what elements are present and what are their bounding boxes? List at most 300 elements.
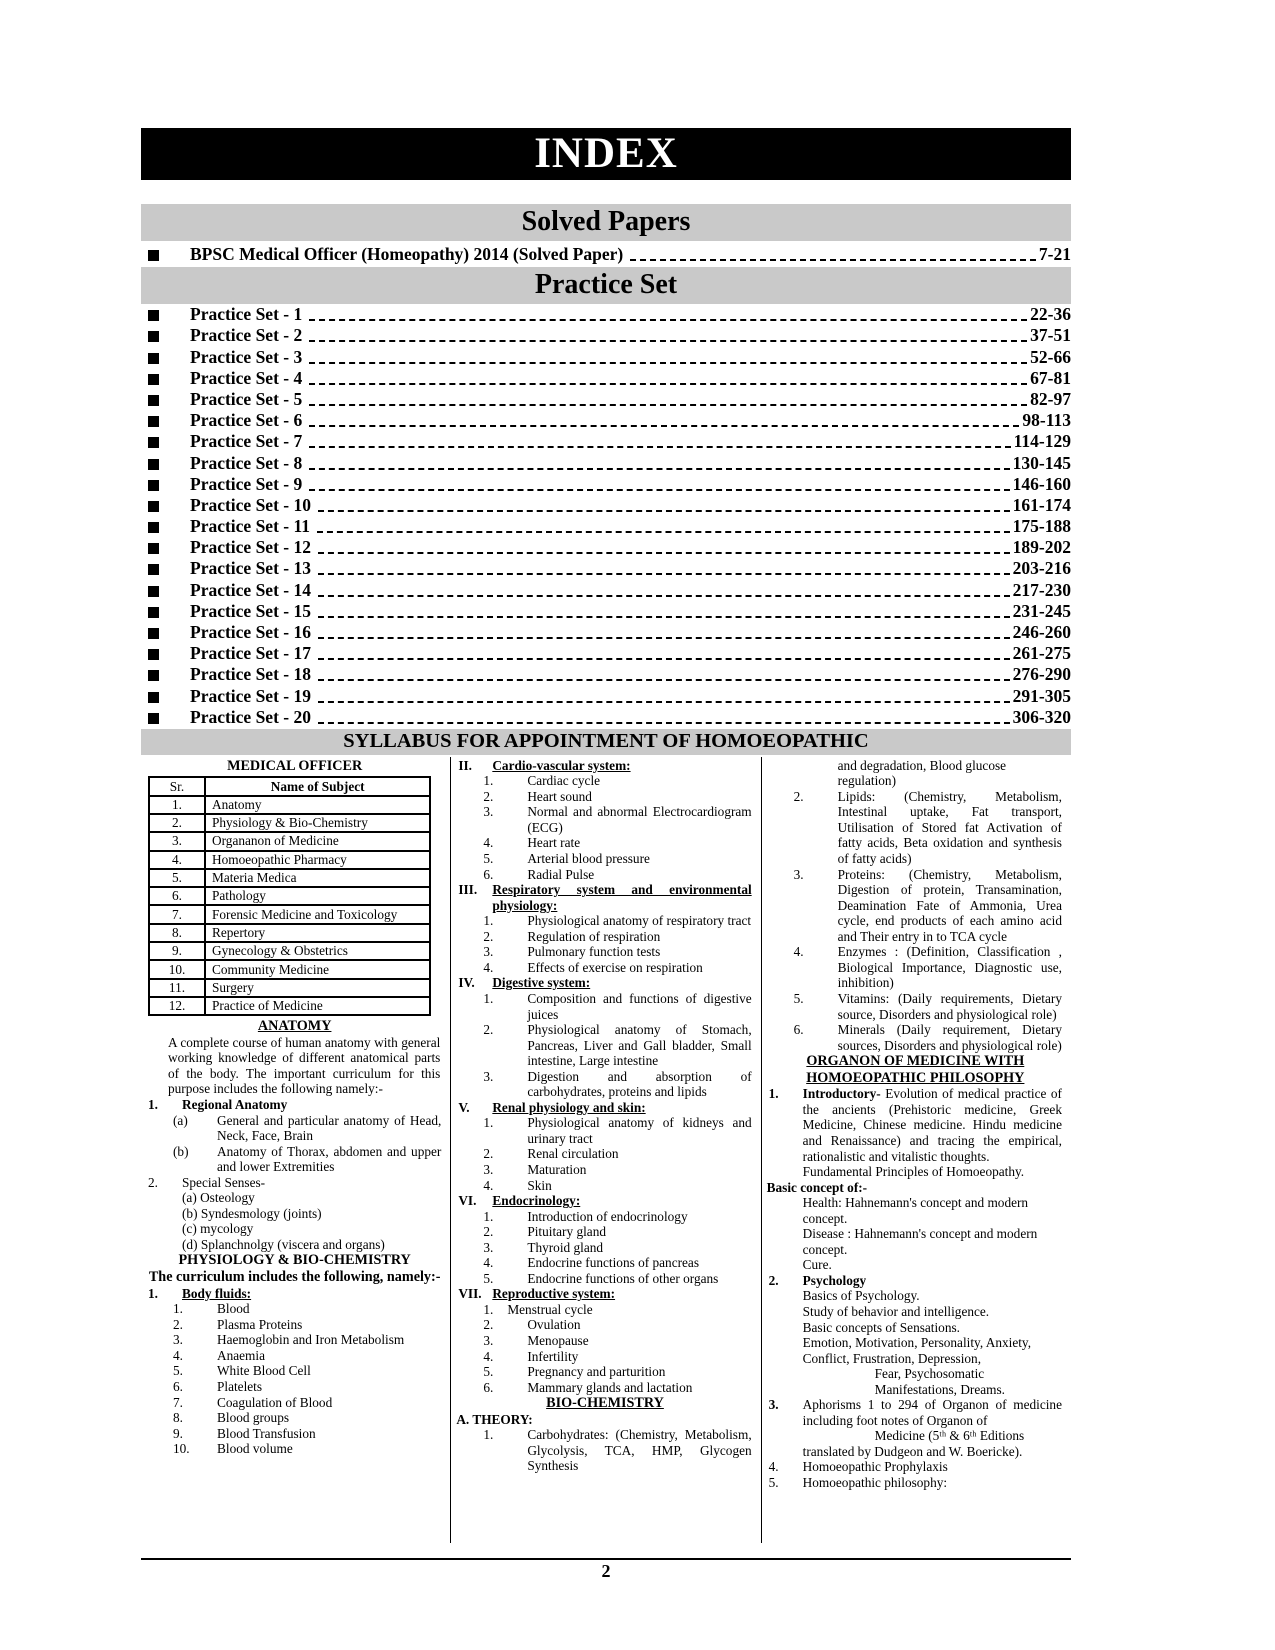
item-text: Composition and functions of digestive juices xyxy=(527,990,752,1022)
syllabus-item xyxy=(767,1475,1064,1491)
toc-entry-pages: 276-290 xyxy=(1012,664,1071,685)
item-number: IV. xyxy=(458,975,475,991)
toc-entry xyxy=(141,537,1071,558)
item-text: Regional Anatomy xyxy=(182,1097,288,1113)
item-text: Physiological anatomy of Stomach, Pancreas, Liver and Gall bladder, Small intestine, Large intestine xyxy=(527,1022,752,1069)
syllabus-subitem xyxy=(456,1209,753,1225)
syllabus-subitem xyxy=(146,1317,443,1333)
item-number: 4. xyxy=(173,1347,183,1363)
cell-sr: 8. xyxy=(149,924,205,942)
cell-subject: Organanon of Medicine xyxy=(205,832,430,850)
item-text: Introduction of endocrinology xyxy=(527,1208,688,1224)
toc-entry-pages: 146-160 xyxy=(1012,473,1071,494)
toc-entry xyxy=(141,579,1071,600)
syllabus-item xyxy=(146,1286,443,1302)
syllabus-line: Emotion, Motivation, Personality, Anxiety, Conflict, Frustration, Depression, xyxy=(802,1335,1032,1366)
item-number: 3. xyxy=(173,1332,183,1348)
table-row xyxy=(149,905,430,923)
square-bullet-icon xyxy=(148,713,159,724)
square-bullet-icon xyxy=(148,649,159,660)
toc-entry-pages: 67-81 xyxy=(1030,367,1071,388)
table-row xyxy=(149,851,430,869)
syllabus-subitem xyxy=(767,991,1064,1022)
syllabus-subitem xyxy=(146,1301,443,1317)
item-text: Body fluids: xyxy=(182,1285,252,1301)
item-text: Endocrinology: xyxy=(492,1193,581,1209)
dotted-leader-icon xyxy=(318,701,1010,703)
table-row xyxy=(149,814,430,832)
item-number: 9. xyxy=(173,1425,183,1441)
syllabus-line: Cure. xyxy=(802,1257,832,1273)
syllabus-line: (b) Syndesmology (joints) xyxy=(182,1205,322,1221)
toc-entry xyxy=(141,622,1071,643)
table-row xyxy=(149,869,430,887)
item-text: Regulation of respiration xyxy=(527,928,661,944)
toc-entry xyxy=(141,516,1071,537)
cell-sr: 4. xyxy=(149,851,205,869)
toc-entry xyxy=(141,707,1071,728)
toc-entry-label: Practice Set - 7 xyxy=(190,431,303,452)
toc-entry xyxy=(141,474,1071,495)
square-bullet-icon xyxy=(148,692,159,703)
item-text: Physiological anatomy of kidneys and urinary tract xyxy=(527,1115,752,1146)
syllabus-subitem xyxy=(146,1348,443,1364)
syllabus-subitem xyxy=(456,1349,753,1365)
item-number: 3. xyxy=(483,804,494,820)
syllabus-subitem xyxy=(456,1317,753,1333)
toc-entry-pages: 175-188 xyxy=(1012,516,1071,537)
item-text: Reproductive system: xyxy=(492,1286,616,1302)
square-bullet-icon xyxy=(148,543,159,554)
syllabus-subitem xyxy=(146,1441,443,1457)
item-text: Physiological anatomy of respiratory tract xyxy=(527,913,752,929)
item-text: Introductory- Evolution of medical practice of the ancients (Prehistoric medicine, Greek Medicine, Chinese medicine. Hindu medicine and Renaissance) and tracing the empirical, rationalistic and vitalistic thoughts. xyxy=(802,1086,1062,1164)
toc-entry-label: Practice Set - 19 xyxy=(190,685,311,706)
item-text: Proteins: (Chemistry, Metabolism, Digestion of protein, Transamination, Deamination Fate of Ammonia, Urea cycle, end products of each amino acid and Their entry in to TCA cycle xyxy=(837,866,1062,944)
square-bullet-icon xyxy=(148,437,159,448)
cell-sr: 5. xyxy=(149,869,205,887)
cell-sr: 1. xyxy=(149,796,205,814)
table-row xyxy=(149,960,430,978)
toc-entry xyxy=(141,410,1071,431)
toc-entry-pages: 22-36 xyxy=(1030,304,1071,325)
item-text: Special Senses- xyxy=(182,1174,266,1190)
item-text: Normal and abnormal Electrocardiogram (ECG) xyxy=(527,804,752,835)
toc-entry-label: Practice Set - 12 xyxy=(190,537,311,558)
item-text: Ovulation xyxy=(527,1317,581,1333)
column-header-sr: Sr. xyxy=(149,777,205,795)
toc-entry-label: Practice Set - 11 xyxy=(190,516,311,537)
item-text: Digestive system: xyxy=(492,975,591,991)
syllabus-subitem xyxy=(456,929,753,945)
toc-entry-pages: 261-275 xyxy=(1012,643,1071,664)
item-text: Menstrual cycle xyxy=(507,1301,593,1317)
square-bullet-icon xyxy=(148,331,159,342)
item-text: Blood Transfusion xyxy=(217,1425,316,1441)
toc-entry-pages: 82-97 xyxy=(1030,388,1071,409)
syllabus-heading: SYLLABUS FOR APPOINTMENT OF HOMOEOPATHIC xyxy=(141,729,1071,755)
table-row xyxy=(149,796,430,814)
syllabus-line: (a) Osteology xyxy=(182,1190,255,1206)
toc-entry-pages: 52-66 xyxy=(1030,346,1071,367)
syllabus-line: (d) Splanchnolgy (viscera and organs) xyxy=(182,1236,385,1252)
syllabus-subitem xyxy=(767,1022,1064,1053)
solved-papers-list xyxy=(141,241,1071,267)
table-row xyxy=(149,832,430,850)
syllabus-subitem xyxy=(456,1427,753,1474)
syllabus-line: Fear, Psychosomatic xyxy=(874,1366,985,1382)
item-number: 1. xyxy=(483,913,494,929)
dotted-leader-icon xyxy=(317,531,1010,533)
item-number: 1. xyxy=(483,773,494,789)
syllabus-column-left xyxy=(141,757,450,1543)
dotted-leader-icon xyxy=(318,658,1010,660)
item-number: 4. xyxy=(768,1459,779,1475)
square-bullet-icon xyxy=(148,501,159,512)
item-text: Digestion and absorption of carbohydrates, proteins and lipids xyxy=(527,1068,752,1100)
practice-set-heading: Practice Set xyxy=(141,267,1071,304)
item-number: 6. xyxy=(483,866,494,882)
item-text: Psychology xyxy=(802,1272,867,1288)
dotted-leader-icon xyxy=(309,362,1027,364)
dotted-leader-icon xyxy=(318,722,1010,724)
cell-subject: Anatomy xyxy=(205,796,430,814)
item-number: 2. xyxy=(173,1316,183,1332)
toc-entry-label: Practice Set - 3 xyxy=(190,346,303,367)
cell-sr: 9. xyxy=(149,942,205,960)
item-text: Radial Pulse xyxy=(527,866,595,882)
syllabus-subitem xyxy=(767,789,1064,867)
item-number: 10. xyxy=(173,1441,190,1457)
item-number: 2. xyxy=(483,1022,494,1038)
square-bullet-icon xyxy=(148,586,159,597)
toc-entry-label: Practice Set - 17 xyxy=(190,643,311,664)
item-number: 1. xyxy=(148,1097,158,1113)
item-text: General and particular anatomy of Head, Neck, Face, Brain xyxy=(217,1112,442,1144)
cell-subject: Physiology & Bio-Chemistry xyxy=(205,814,430,832)
toc-entry-label: Practice Set - 2 xyxy=(190,325,303,346)
cell-subject: Community Medicine xyxy=(205,960,430,978)
syllabus-subitem xyxy=(456,1224,753,1240)
dotted-leader-icon xyxy=(318,552,1010,554)
item-number: 5. xyxy=(173,1363,183,1379)
item-text: Mammary glands and lactation xyxy=(527,1379,693,1395)
toc-entry xyxy=(141,241,1071,267)
toc-entry-pages: 217-230 xyxy=(1012,579,1071,600)
syllabus-heading-line: PHYSIOLOGY & BIO-CHEMISTRY xyxy=(178,1252,411,1269)
syllabus-item xyxy=(456,1193,753,1209)
square-bullet-icon xyxy=(148,310,159,321)
square-bullet-icon xyxy=(148,522,159,533)
table-row xyxy=(149,942,430,960)
toc-entry xyxy=(141,389,1071,410)
syllabus-column-middle xyxy=(450,757,760,1543)
toc-entry xyxy=(141,431,1071,452)
dotted-leader-icon xyxy=(318,637,1010,639)
dotted-leader-icon xyxy=(309,383,1027,385)
page-number: 2 xyxy=(601,1561,611,1581)
syllabus-subitem xyxy=(456,913,753,929)
syllabus-subitem xyxy=(456,1271,753,1287)
item-number: 3. xyxy=(768,1397,779,1413)
toc-entry-pages: 291-305 xyxy=(1012,685,1071,706)
item-text: Homoeopathic philosophy: xyxy=(802,1475,948,1491)
syllabus-subitem xyxy=(767,867,1064,945)
item-text: White Blood Cell xyxy=(217,1363,311,1379)
syllabus-item xyxy=(767,1459,1064,1475)
item-text: Menopause xyxy=(527,1332,589,1348)
item-text: Pituitary gland xyxy=(527,1224,606,1240)
dotted-leader-icon xyxy=(309,489,1009,491)
syllabus-item xyxy=(456,975,753,991)
toc-entry xyxy=(141,685,1071,706)
syllabus-columns xyxy=(141,757,1071,1543)
syllabus-subitem xyxy=(767,944,1064,991)
toc-entry xyxy=(141,495,1071,516)
item-text: Infertility xyxy=(527,1348,579,1364)
square-bullet-icon xyxy=(148,459,159,470)
practice-set-list xyxy=(141,304,1071,728)
toc-entry xyxy=(141,664,1071,685)
item-number: 5. xyxy=(483,851,494,867)
syllabus-subitem xyxy=(456,1333,753,1349)
syllabus-subitem xyxy=(146,1426,443,1442)
syllabus-subitem xyxy=(456,867,753,883)
syllabus-line: Fundamental Principles of Homoeopathy. xyxy=(802,1164,1025,1180)
square-bullet-icon xyxy=(148,374,159,385)
item-number: 6. xyxy=(483,1379,494,1395)
item-text: Renal physiology and skin: xyxy=(492,1099,646,1115)
item-number: 4. xyxy=(483,959,494,975)
syllabus-item xyxy=(767,1273,1064,1289)
item-number: 5. xyxy=(483,1270,494,1286)
syllabus-subitem xyxy=(456,773,753,789)
item-number: 2. xyxy=(483,788,494,804)
page-title: INDEX xyxy=(141,128,1071,180)
cell-subject: Materia Medica xyxy=(205,869,430,887)
item-text: Maturation xyxy=(527,1161,587,1177)
item-number: 2. xyxy=(483,1317,494,1333)
item-number: 1. xyxy=(483,1301,494,1317)
item-text: Anatomy of Thorax, abdomen and upper and lower Extremities xyxy=(217,1143,442,1175)
square-bullet-icon xyxy=(148,628,159,639)
item-text: Pulmonary function tests xyxy=(527,944,661,960)
toc-entry-label: Practice Set - 6 xyxy=(190,410,303,431)
item-text: Lipids: (Chemistry, Metabolism, Intestinal uptake, Fat transport, Utilisation of Stored fat Activation of fatty acids, Beta oxidation and synthesis of fatty acids) xyxy=(837,788,1062,867)
toc-entry-label: Practice Set - 9 xyxy=(190,473,303,494)
item-number: 2. xyxy=(793,788,804,804)
square-bullet-icon xyxy=(148,353,159,364)
item-text: Blood groups xyxy=(217,1410,290,1426)
syllabus-line: Study of behavior and intelligence. xyxy=(802,1304,990,1320)
cell-sr: 7. xyxy=(149,905,205,923)
syllabus-subitem xyxy=(456,960,753,976)
syllabus-subitem xyxy=(456,1255,753,1271)
toc-entry-label: Practice Set - 14 xyxy=(190,579,311,600)
syllabus-item xyxy=(456,1286,753,1302)
syllabus-subitem xyxy=(456,835,753,851)
toc-entry xyxy=(141,368,1071,389)
syllabus-subitem xyxy=(456,1069,753,1100)
item-text: Carbohydrates: (Chemistry, Metabolism, Glycolysis, TCA, HMP, Glycogen Synthesis xyxy=(527,1427,752,1474)
square-bullet-icon xyxy=(148,250,159,261)
toc-entry xyxy=(141,601,1071,622)
syllabus-subitem xyxy=(456,1022,753,1069)
cell-subject: Forensic Medicine and Toxicology xyxy=(205,905,430,923)
square-bullet-icon xyxy=(148,395,159,406)
item-text: Endocrine functions of other organs xyxy=(527,1270,719,1286)
toc-entry xyxy=(141,346,1071,367)
syllabus-heading-line: HOMOEOPATHIC PHILOSOPHY xyxy=(806,1069,1025,1086)
cell-subject: Homoeopathic Pharmacy xyxy=(205,851,430,869)
item-text: Platelets xyxy=(217,1378,263,1394)
item-text: Blood xyxy=(217,1301,250,1317)
syllabus-heading-line: BIO-CHEMISTRY xyxy=(546,1395,664,1412)
item-number: 2. xyxy=(483,928,494,944)
dotted-leader-icon xyxy=(630,259,1036,261)
toc-entry xyxy=(141,452,1071,473)
syllabus-line: Medicine (5ᵗʰ & 6ᵗʰ Editions xyxy=(874,1428,1025,1444)
syllabus-item xyxy=(767,1397,1064,1428)
item-number: 2. xyxy=(483,1146,494,1162)
syllabus-item xyxy=(456,1100,753,1116)
syllabus-subitem xyxy=(146,1395,443,1411)
syllabus-subitem xyxy=(146,1363,443,1379)
item-number: 2. xyxy=(768,1272,779,1288)
syllabus-line: Disease : Hahnemann's concept and modern concept. xyxy=(802,1226,1038,1257)
syllabus-subitem xyxy=(456,1380,753,1396)
syllabus-line: translated by Dudgeon and W. Boericke). xyxy=(802,1443,1023,1459)
item-number: 2. xyxy=(148,1174,158,1190)
item-text: Blood volume xyxy=(217,1441,293,1457)
syllabus-subitem xyxy=(146,1113,443,1144)
syllabus-heading-line: ANATOMY xyxy=(257,1018,332,1035)
toc-entry-label: Practice Set - 5 xyxy=(190,388,303,409)
item-text: Enzymes : (Definition, Classification , Biological Importance, Diagnostic use, inhibition) xyxy=(837,944,1062,991)
syllabus-line: and degradation, Blood glucose regulation) xyxy=(837,757,1007,789)
item-number: (a) xyxy=(173,1112,188,1128)
dotted-leader-icon xyxy=(318,573,1010,575)
toc-entry xyxy=(141,643,1071,664)
table-header-row xyxy=(149,777,430,795)
item-number: 1. xyxy=(483,1427,494,1443)
syllabus-subitem xyxy=(456,1115,753,1146)
toc-entry xyxy=(141,304,1071,325)
cell-subject: Surgery xyxy=(205,979,430,997)
toc-entry-label: Practice Set - 13 xyxy=(190,558,311,579)
cell-sr: 2. xyxy=(149,814,205,832)
toc-entry-pages: 114-129 xyxy=(1013,431,1071,452)
toc-entry-label: Practice Set - 18 xyxy=(190,664,311,685)
dotted-leader-icon xyxy=(309,319,1027,321)
toc-entry-pages: 37-51 xyxy=(1030,325,1071,346)
toc-entry-pages: 246-260 xyxy=(1012,622,1071,642)
item-text: Vitamins: (Daily requirements, Dietary source, Disorders and physiological role) xyxy=(837,990,1062,1022)
item-number: 5. xyxy=(768,1475,779,1491)
table-row xyxy=(149,924,430,942)
item-text: Effects of exercise on respiration xyxy=(527,959,703,975)
toc-entry-pages: 161-174 xyxy=(1012,494,1071,515)
syllabus-line: Basic concepts of Sensations. xyxy=(802,1319,960,1335)
syllabus-item xyxy=(456,758,753,774)
syllabus-subitem xyxy=(456,851,753,867)
cell-sr: 12. xyxy=(149,997,205,1015)
table-row xyxy=(149,887,430,905)
toc-entry-label: Practice Set - 1 xyxy=(190,304,303,325)
dotted-leader-icon xyxy=(318,679,1010,681)
syllabus-heading-line: The curriculum includes the following, namely:- xyxy=(148,1269,441,1286)
item-number: 5. xyxy=(793,990,804,1006)
syllabus-line: Health: Hahnemann's concept and modern concept. xyxy=(802,1195,1029,1226)
index-page xyxy=(141,0,1071,1543)
item-number: VI. xyxy=(458,1193,477,1209)
item-text: Minerals (Daily requirement, Dietary sources, Disorders and physiological role) xyxy=(837,1022,1062,1053)
item-text: Respiratory system and environmental physiology: xyxy=(492,882,752,913)
square-bullet-icon xyxy=(148,416,159,427)
syllabus-item xyxy=(456,882,753,913)
syllabus-subitem xyxy=(456,991,753,1022)
item-number: 4. xyxy=(483,1255,494,1271)
syllabus-subitem xyxy=(456,789,753,805)
syllabus-line: Basics of Psychology. xyxy=(802,1288,920,1304)
syllabus-subitem xyxy=(146,1332,443,1348)
toc-entry-pages: 98-113 xyxy=(1022,410,1071,431)
toc-entry-label: Practice Set - 10 xyxy=(190,494,311,515)
item-text: Plasma Proteins xyxy=(217,1316,303,1332)
item-text: Homoeopathic Prophylaxis xyxy=(802,1459,948,1475)
page-footer xyxy=(141,1558,1071,1582)
item-number: 1. xyxy=(483,990,494,1006)
item-number: 1. xyxy=(483,1115,494,1131)
toc-entry-pages: 7-21 xyxy=(1038,244,1071,264)
item-number: 5. xyxy=(483,1364,494,1380)
syllabus-subitem xyxy=(456,804,753,835)
item-text: Haemoglobin and Iron Metabolism xyxy=(217,1332,405,1348)
square-bullet-icon xyxy=(148,607,159,618)
item-number: 3. xyxy=(483,1161,494,1177)
item-number: 6. xyxy=(173,1378,183,1394)
item-number: 1. xyxy=(483,1208,494,1224)
footer-divider xyxy=(141,1558,1071,1560)
dotted-leader-icon xyxy=(309,446,1010,448)
item-number: 3. xyxy=(483,944,494,960)
item-number: 3. xyxy=(483,1239,494,1255)
item-number: V. xyxy=(458,1099,470,1115)
syllabus-subitem xyxy=(456,1146,753,1162)
syllabus-line: A. THEORY: xyxy=(456,1411,533,1427)
syllabus-item xyxy=(146,1097,443,1113)
item-number: 1. xyxy=(173,1301,183,1317)
item-text: Endocrine functions of pancreas xyxy=(527,1255,700,1271)
syllabus-heading-line: MEDICAL OFFICER xyxy=(227,757,363,774)
cell-sr: 6. xyxy=(149,887,205,905)
item-text: Aphorisms 1 to 294 of Organon of medicine including foot notes of Organon of xyxy=(802,1397,1062,1428)
dotted-leader-icon xyxy=(318,616,1010,618)
dotted-leader-icon xyxy=(309,468,1009,470)
item-text: Heart sound xyxy=(527,788,592,804)
toc-entry-pages: 231-245 xyxy=(1012,600,1071,621)
toc-entry-pages: 203-216 xyxy=(1012,558,1071,579)
toc-entry-label: Practice Set - 20 xyxy=(190,706,311,727)
dotted-leader-icon xyxy=(318,510,1010,512)
item-number: 1. xyxy=(148,1285,158,1301)
table-row xyxy=(149,997,430,1015)
item-number: 3. xyxy=(483,1068,494,1084)
syllabus-line: Manifestations, Dreams. xyxy=(874,1381,1006,1397)
dotted-leader-icon xyxy=(309,425,1019,427)
solved-papers-heading: Solved Papers xyxy=(141,204,1071,241)
syllabus-column-right xyxy=(761,757,1071,1543)
